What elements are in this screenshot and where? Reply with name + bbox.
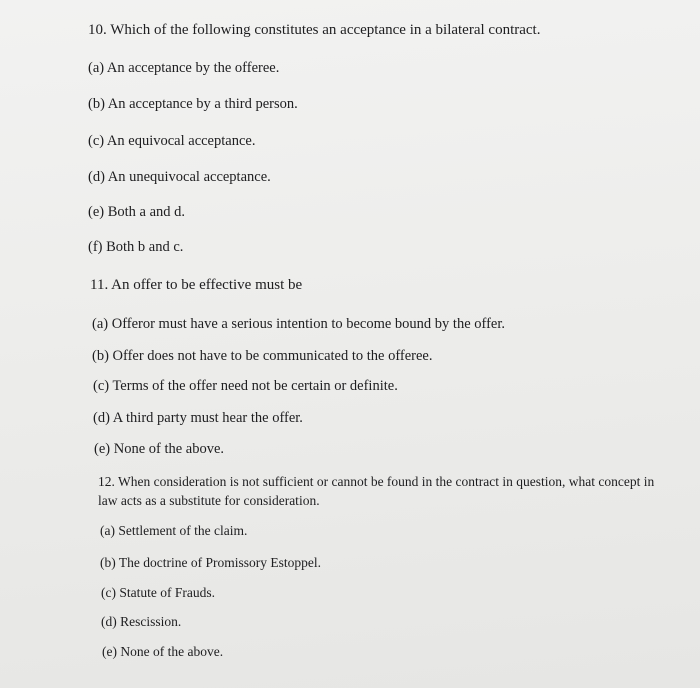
question-10-stem: 10. Which of the following constitutes an acceptance in a bilateral contract. — [88, 22, 541, 38]
question-12-option-a: (a) Settlement of the claim. — [100, 523, 248, 538]
question-11-option-a: (a) Offeror must have a serious intention to become bound by the offer. — [92, 316, 506, 332]
question-12-option-e: (e) None of the above. — [102, 644, 224, 659]
question-12-option-b: (b) The doctrine of Promissory Estoppel. — [100, 555, 321, 570]
question-11-option-c: (c) Terms of the offer need not be certain or definite. — [93, 378, 398, 394]
question-11-option-e: (e) None of the above. — [94, 441, 225, 457]
question-11-option-d: (d) A third party must hear the offer. — [93, 410, 303, 426]
question-10-option-e: (e) Both a and d. — [88, 204, 186, 220]
question-11-option-b: (b) Offer does not have to be communicated to the offeree. — [92, 348, 433, 364]
question-10-option-a: (a) An acceptance by the offeree. — [88, 60, 280, 76]
question-12-option-d: (d) Rescission. — [101, 614, 182, 629]
question-10-option-d: (d) An unequivocal acceptance. — [88, 169, 271, 185]
question-12-stem: 12. When consideration is not sufficient or cannot be found in the contract in question, what concept in law acts as a substitute for consideration. — [98, 474, 655, 508]
question-10-option-b: (b) An acceptance by a third person. — [88, 96, 298, 112]
question-11-stem: 11. An offer to be effective must be — [90, 277, 303, 293]
question-12-option-c: (c) Statute of Frauds. — [101, 585, 215, 600]
question-10-option-f: (f) Both b and c. — [88, 239, 184, 255]
question-10-option-c: (c) An equivocal acceptance. — [88, 133, 256, 149]
